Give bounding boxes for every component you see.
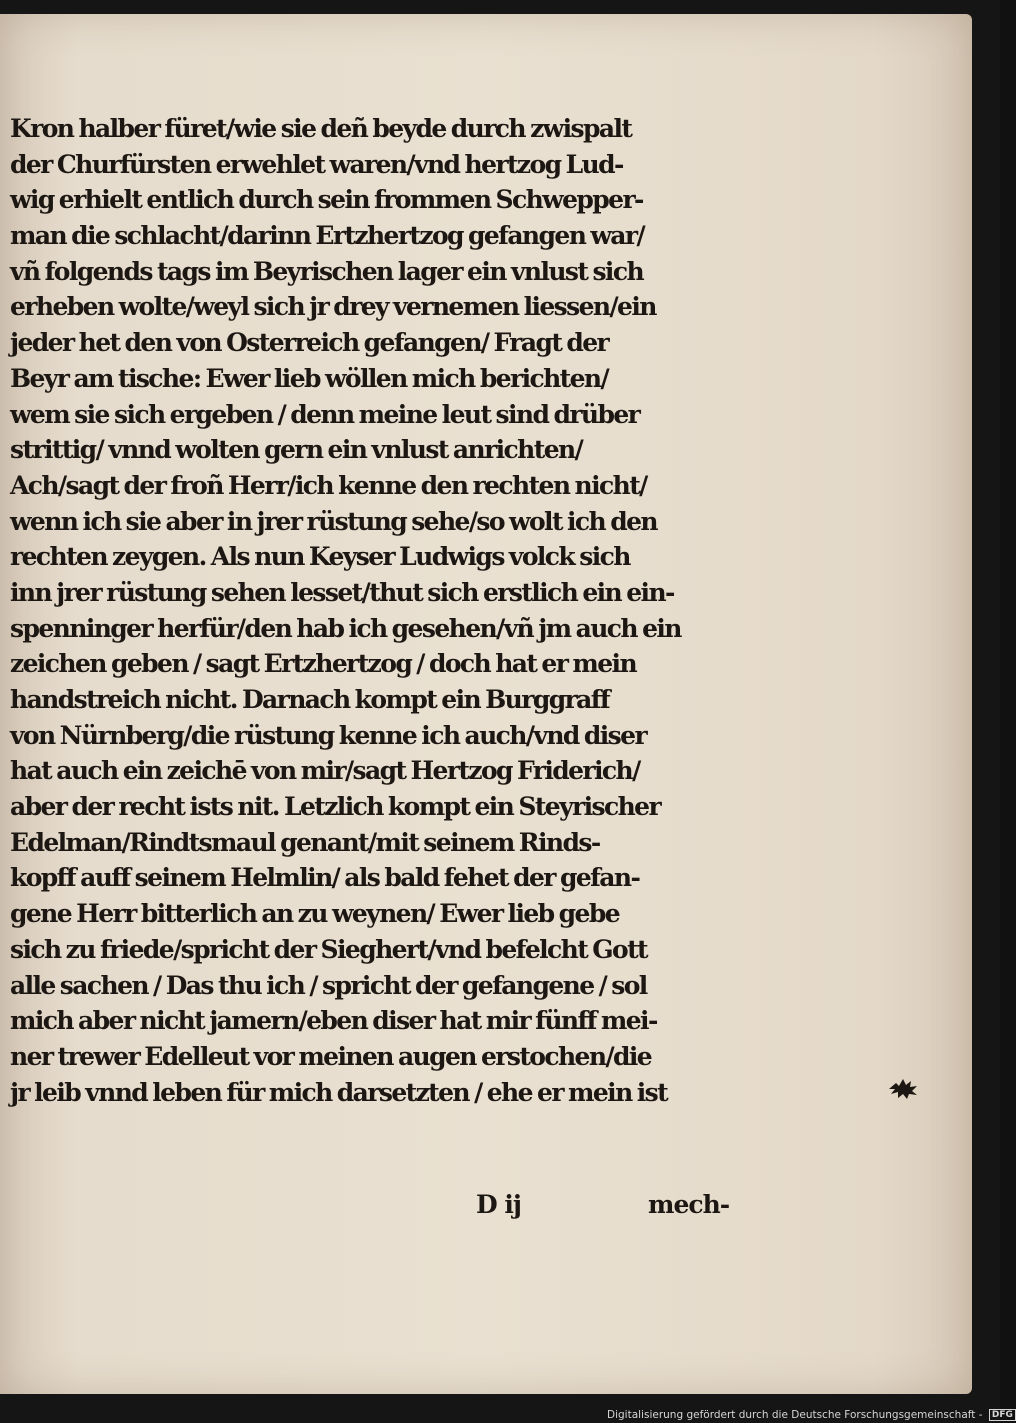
digitization-credit: [607, 1409, 1016, 1421]
page-footer: [0, 1190, 800, 1226]
text-line: jr leib vnnd leben für mich darsetzten / ehe er mein ist: [10, 1077, 668, 1107]
signature-mark: D ij: [476, 1190, 521, 1219]
text-line: man die schlacht/darinn Ertzhertzog gefangen war/: [10, 221, 645, 251]
text-line: spenninger herfür/den hab ich gesehen/vñ jm auch ein: [10, 613, 681, 643]
catchword: mech-: [648, 1190, 730, 1219]
text-line: kopff auff seinem Helmlin/ als bald fehet der gefan-: [10, 863, 640, 893]
text-line: Edelman/Rindtsmaul genant/mit seinem Rinds-: [10, 827, 600, 857]
text-line: hat auch ein zeichē von mir/sagt Hertzog Friderich/: [10, 756, 640, 786]
text-line: wenn ich sie aber in jrer rüstung sehe/so wolt ich den: [10, 506, 657, 536]
text-line: sich zu friede/spricht der Sieghert/vnd befelcht Gott: [10, 934, 648, 964]
text-line: alle sachen / Das thu ich / spricht der gefangene / sol: [10, 970, 647, 1000]
credit-text: Digitalisierung gefördert durch die Deutsche Forschungsgemeinschaft -: [607, 1409, 983, 1421]
text-line: mich aber nicht jamern/eben diser hat mir fünff mei-: [10, 1006, 657, 1036]
text-line: jeder het den von Osterreich gefangen/ Fragt der: [10, 328, 609, 358]
text-line: zeichen geben / sagt Ertzhertzog / doch hat er mein: [10, 649, 637, 679]
text-line: vñ folgends tags im Beyrischen lager ein vnlust sich: [10, 256, 644, 286]
text-line: gene Herr bitterlich an zu weynen/ Ewer lieb gebe: [10, 899, 620, 929]
text-line: von Nürnberg/die rüstung kenne ich auch/vnd diser: [10, 720, 647, 750]
text-line: inn jrer rüstung sehen lesset/thut sich erstlich ein ein-: [10, 577, 674, 607]
text-line: Ach/sagt der froñ Herr/ich kenne den rechten nicht/: [10, 470, 647, 500]
text-line: erheben wolte/weyl sich jr drey vernemen liessen/ein: [10, 292, 656, 322]
text-line: strittig/ vnnd wolten gern ein vnlust anrichten/: [10, 435, 583, 465]
text-line: aber der recht ists nit. Letzlich kompt ein Steyrischer: [10, 792, 661, 822]
text-line: handstreich nicht. Darnach kompt ein Burggraff: [10, 685, 610, 714]
printers-fleuron-icon: [886, 1076, 920, 1100]
text-line: Kron halber füret/wie sie deñ beyde durch zwispalt: [10, 114, 632, 143]
text-line: wem sie sich ergeben / denn meine leut sind drüber: [10, 399, 640, 429]
text-line: Beyr am tische: Ewer lieb wöllen mich berichten/: [10, 363, 609, 393]
text-line: rechten zeygen. Als nun Keyser Ludwigs volck sich: [10, 542, 630, 572]
text-line: ner trewer Edelleut vor meinen augen erstochen/die: [10, 1041, 652, 1071]
book-page: [0, 14, 972, 1394]
page-text: [10, 111, 750, 1110]
text-line: der Churfürsten erwehlet waren/vnd hertzog Lud-: [10, 149, 623, 179]
dfg-logo-icon: DFG: [989, 1409, 1016, 1421]
text-line: wig erhielt entlich durch sein frommen Schwepper-: [10, 185, 643, 215]
